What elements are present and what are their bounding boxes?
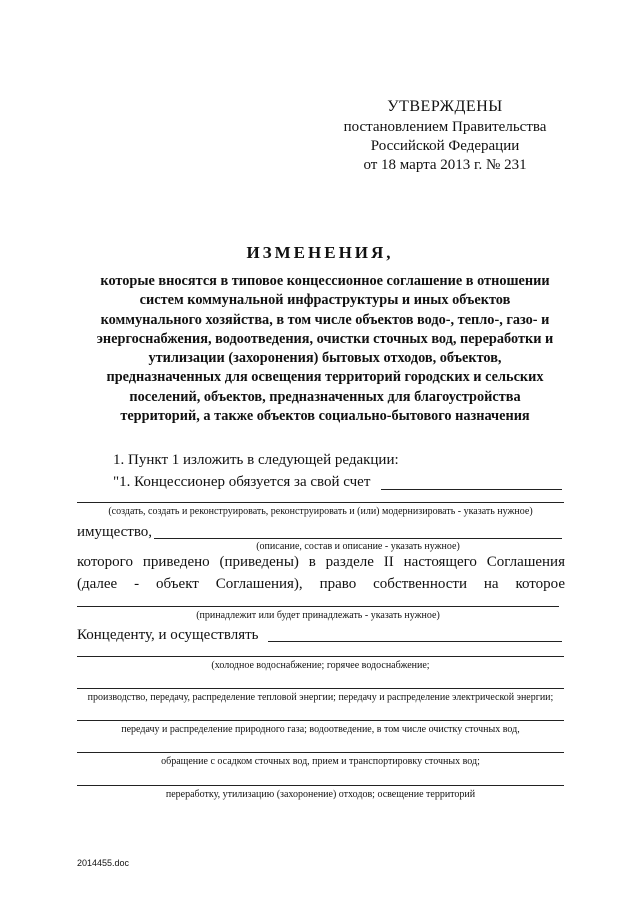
blank-line-create [77,502,564,503]
approval-block [300,97,590,175]
hint-waste: переработку, утилизацию (захоронение) отходов; освещение территорий [165,789,476,800]
hint-create: (создать, создать и реконструировать, реконструировать и (или) модернизировать - указать нужное) [108,506,533,517]
hint-gas: передачу и распределение природного газа; водоотведение, в том числе очистку сточных вод, [121,724,520,735]
approval-heading: УТВЕРЖДЕНЫ [387,98,503,115]
blank-line-heat [77,688,564,689]
blank-line-property [154,538,562,539]
subtitle-line: предназначенных для освещения территорий городских и сельских [106,369,544,386]
blank-line-belongs [77,606,559,607]
hint-description: (описание, состав и описание - указать нужное) [256,541,460,552]
subtitle-line: которые вносятся в типовое концессионное соглашение в отношении [100,273,550,289]
blank-line-sludge [77,752,564,753]
justified-line-2: (далее - объект Соглашения), право собственности на которое [77,576,565,592]
document-subtitle [60,272,590,426]
hint-heat: производство, передачу, распределение тепловой энергии; передачу и распределение электрической энергии; [87,692,554,703]
subtitle-line: систем коммунальной инфраструктуры и иных объектов [139,292,511,309]
approval-line-1: постановлением Правительства [343,119,547,135]
subtitle-line: территорий, а также объектов социально-бытового назначения [120,408,530,425]
concedent-label: Концеденту, и осуществлять [77,627,259,643]
subtitle-line: поселений, объектов, предназначенных для благоустройства [129,388,521,405]
hint-sludge: обращение с осадком сточных вод, прием и транспортировку сточных вод; [161,756,480,767]
approval-line-3: от 18 марта 2013 г. № 231 [363,157,527,173]
subtitle-line: коммунального хозяйства, в том числе объектов водо-, тепло-, газо- и [100,311,550,328]
document-title: ИЗМЕНЕНИЯ, [246,243,394,262]
item-1-paragraph: 1. Пункт 1 изложить в следующей редакции: [113,452,399,468]
blank-line-after-quote [381,489,562,490]
subtitle-line: энергоснабжения, водоотведения, очистки сточных вод, переработки и [96,330,554,347]
hint-belongs: (принадлежит или будет принадлежать - указать нужное) [196,610,440,621]
blank-line-concedent [268,641,562,642]
property-label: имущество, [77,524,153,540]
approval-line-2: Российской Федерации [370,138,520,154]
justified-line-1: которого приведено (приведены) в разделе II настоящего Соглашения [77,554,565,570]
blank-line-water [77,656,564,657]
hint-water: (холодное водоснабжение; горячее водоснабжение; [211,660,430,671]
footer-filename: 2014455.doc [77,858,130,868]
subtitle-line: утилизации (захоронения) бытовых отходов, объектов, [148,350,502,367]
blank-line-gas [77,720,564,721]
blank-line-waste [77,785,564,786]
quote-start: "1. Концессионер обязуется за свой счет [113,474,371,490]
